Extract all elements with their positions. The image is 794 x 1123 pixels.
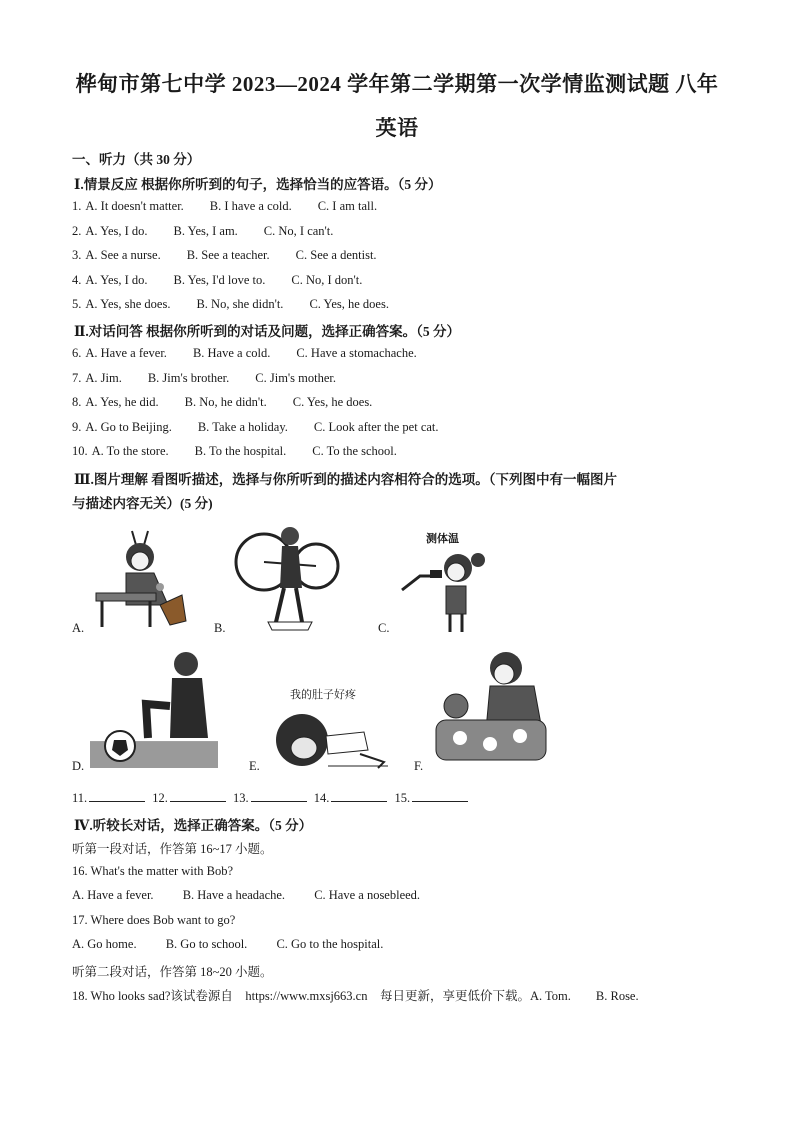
- person-stomachache-picture: [264, 702, 392, 774]
- answer-option: C. No, I can't.: [263, 223, 334, 238]
- answer-blank-12[interactable]: [170, 790, 226, 802]
- picture-label-a: A.: [72, 621, 85, 635]
- question-number: 3.: [72, 248, 82, 263]
- question-16-options: A. Have a fever. B. Have a headache. C. Have a nosebleed.: [72, 888, 421, 902]
- mother-caring-sick-child-picture: [430, 646, 558, 770]
- answer-option: B. Have a cold.: [192, 346, 271, 360]
- exam-title-line-1: 桦甸市第七中学 2023—2024 学年第二学期第一次学情监测试题 八年: [75, 72, 719, 96]
- answer-option: A. Have a fever.: [85, 346, 167, 360]
- question-17-options: A. Go home. B. Go to school. C. Go to the hospital.: [72, 937, 384, 951]
- answer-option: B. See a teacher.: [186, 248, 270, 263]
- question-number: 9.: [72, 419, 82, 434]
- part2-question-5: [72, 444, 397, 459]
- part1-question-2: [72, 224, 333, 239]
- part4-heading: Ⅳ.听较长对话，选择正确答案。（5 分）: [74, 818, 313, 833]
- part2-question-1: [72, 346, 417, 361]
- part2-question-2: [72, 371, 336, 386]
- question-number: 8.: [72, 395, 82, 410]
- question-number: 2.: [72, 223, 82, 238]
- answer-option: A. Yes, I do.: [85, 223, 148, 238]
- answer-option: C. Have a stomachache.: [296, 346, 417, 360]
- answer-option: C. Yes, he does.: [292, 395, 373, 410]
- answer-option: A. Jim.: [85, 370, 122, 385]
- answer-option: C. Look after the pet cat.: [313, 419, 439, 434]
- dialogue-2-instruction: 听第二段对话，作答第 18~20 小题。: [72, 965, 273, 979]
- dialogue-1-instruction: 听第一段对话，作答第 16~17 小题。: [72, 842, 273, 856]
- part1-question-4: [72, 273, 362, 288]
- answer-option: C. Yes, he does.: [309, 297, 389, 312]
- answer-option: C. To the school.: [312, 444, 397, 459]
- exam-title-line-2: 英语: [375, 116, 419, 140]
- girl-taking-temperature-picture: [400, 546, 496, 636]
- answer-option: C. See a dentist.: [295, 248, 377, 263]
- answer-blank-11[interactable]: [89, 790, 145, 802]
- answer-blank-13[interactable]: [251, 790, 307, 802]
- answer-option: C. I am tall.: [317, 199, 378, 213]
- part2-question-3: [72, 395, 372, 410]
- part2-heading: Ⅱ.对话问答 根据你所听到的对话及问题，选择正确答案。（5 分）: [74, 324, 461, 339]
- part1-question-5: [72, 297, 389, 312]
- part1-question-3: [72, 248, 377, 263]
- stomachache-caption: 我的肚子好疼: [290, 688, 356, 701]
- picture-label-d: D.: [72, 759, 85, 773]
- answer-option: B. Jim's brother.: [147, 370, 230, 385]
- boy-hurt-knee-soccer-picture: [90, 646, 218, 770]
- answer-option: B. Yes, I am.: [173, 223, 238, 238]
- answer-option: A. Yes, he did.: [85, 395, 159, 410]
- part3-heading-line-2: 与描述内容无关）(5 分): [72, 496, 213, 511]
- answer-option: A. It doesn't matter.: [85, 199, 184, 213]
- question-number: 4.: [72, 272, 82, 287]
- answer-option: B. I have a cold.: [209, 199, 292, 213]
- answer-option: B. To the hospital.: [194, 444, 287, 459]
- question-number: 5.: [72, 297, 82, 312]
- part3-heading-line-1: Ⅲ.图片理解 看图听描述，选择与你所听到的描述内容相符合的选项。（下列图中有一幅图片: [74, 472, 617, 487]
- picture-label-e: E.: [249, 759, 260, 773]
- answer-blank-14[interactable]: [331, 790, 387, 802]
- answer-option: B. Yes, I'd love to.: [173, 272, 266, 287]
- answer-option: B. No, he didn't.: [184, 395, 267, 410]
- question-number: 6.: [72, 346, 82, 360]
- man-fixing-bicycle-picture: [232, 518, 342, 636]
- answer-blank-15[interactable]: [412, 790, 468, 802]
- answer-option: A. See a nurse.: [85, 248, 161, 263]
- answer-option: A. Yes, I do.: [85, 272, 148, 287]
- answer-option: A. Yes, she does.: [85, 297, 171, 312]
- answer-option: A. To the store.: [91, 444, 169, 459]
- answer-option: B. No, she didn't.: [196, 297, 284, 312]
- temperature-caption: 测体温: [426, 532, 459, 545]
- picture-label-c: C.: [378, 621, 390, 635]
- picture-label-f: F.: [414, 759, 424, 773]
- answer-option: A. Go to Beijing.: [85, 419, 172, 434]
- answer-option: C. No, I don't.: [291, 272, 363, 287]
- question-number: 10.: [72, 444, 88, 459]
- picture-label-b: B.: [214, 621, 226, 635]
- girl-cleaning-table-picture: [90, 525, 200, 635]
- question-18: 18. Who looks sad?该试卷源自 https://www.mxsj663.cn 每日更新，享更低价下载。A. Tom. B. Rose.: [72, 989, 639, 1003]
- part1-question-1: [72, 199, 377, 214]
- part2-question-4: [72, 420, 439, 435]
- question-16: 16. What's the matter with Bob?: [72, 864, 234, 878]
- part1-heading: Ⅰ.情景反应 根据你所听到的句子，选择恰当的应答语。（5 分）: [74, 177, 442, 192]
- answer-option: C. Jim's mother.: [255, 370, 336, 385]
- section-listening-heading: 一、听力（共 30 分）: [72, 152, 201, 167]
- answer-option: B. Take a holiday.: [197, 419, 288, 434]
- question-number: 1.: [72, 199, 82, 213]
- question-number: 7.: [72, 370, 82, 385]
- picture-answer-blanks: 11. 12. 13. 14. 15.: [72, 790, 472, 806]
- question-17: 17. Where does Bob want to go?: [72, 913, 236, 927]
